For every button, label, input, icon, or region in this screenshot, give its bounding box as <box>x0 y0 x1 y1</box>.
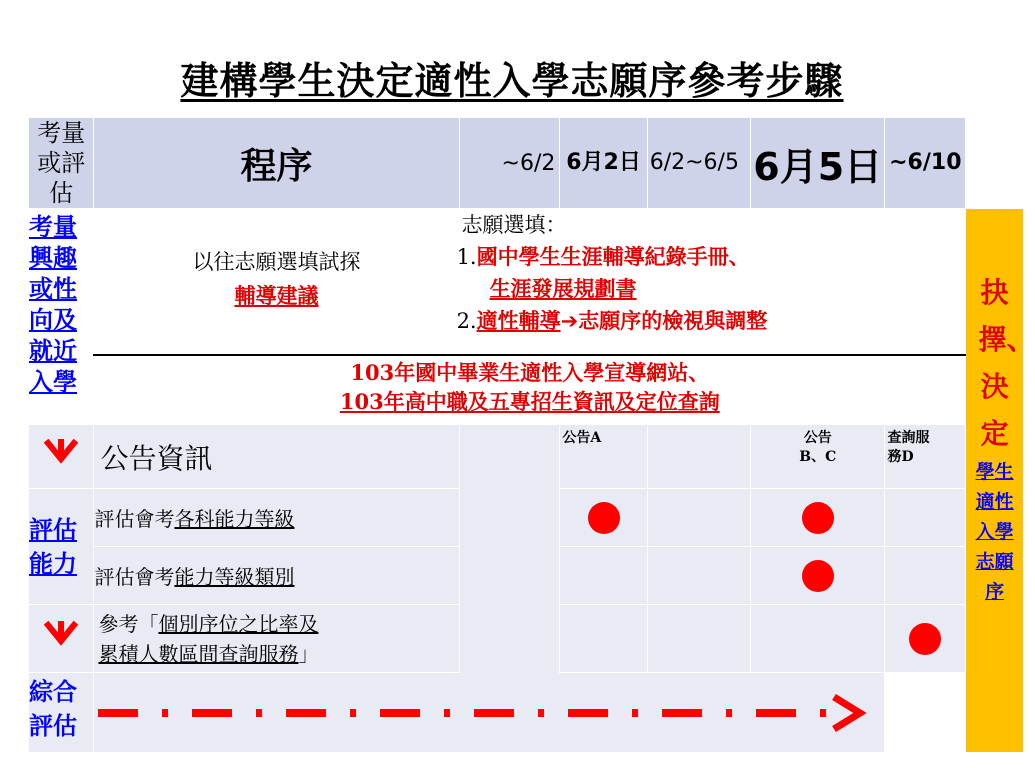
past-trial-cell <box>94 209 459 355</box>
header-6-2-to-6-5: 6/2~6/5 <box>647 118 750 209</box>
category-prefix: 評估會考 <box>94 565 175 589</box>
counseling-advice[interactable]: 輔導建議 <box>234 283 319 308</box>
category-dot-bc-cell <box>751 547 885 605</box>
fill-in-cell <box>456 209 966 355</box>
announce-bc-line2: B、C <box>799 449 837 465</box>
category-link[interactable]: 能力等級類別 <box>174 565 295 589</box>
level-row-label <box>94 489 459 547</box>
fill-heading: 志願選填： <box>461 213 567 237</box>
header-6-5: 6月5日 <box>751 118 885 209</box>
label-overall-assessment: 綜合評估 <box>29 673 94 753</box>
red-dot-marker <box>588 502 620 534</box>
down-arrow-icon <box>29 425 94 489</box>
consider-interest-link[interactable]: 考量興趣或性向及就近入學 <box>29 212 77 396</box>
ratio-dot-d-cell <box>885 605 966 673</box>
category-row-label <box>94 547 459 605</box>
steps-table <box>28 117 1035 753</box>
item2-rest: 志願序的檢視與調整 <box>578 308 768 333</box>
header-by-6-2: ~6/2 <box>459 118 560 209</box>
category-blank <box>647 547 750 605</box>
category-d-blank <box>885 547 966 605</box>
ratio-a-blank <box>560 605 647 673</box>
ratio-link2[interactable]: 累積人數區間查詢服務 <box>98 641 299 666</box>
level-prefix: 評估會考 <box>94 507 175 531</box>
label-assess-ability[interactable] <box>29 489 94 605</box>
item1-line1[interactable]: 國中學生生涯輔導紀錄手冊、 <box>476 244 750 269</box>
announce-d-line2: 務D <box>887 449 914 465</box>
level-dot-a-cell <box>560 489 647 547</box>
item1-num: 1. <box>456 245 477 269</box>
item1-line2[interactable]: 生涯發展規劃書 <box>489 276 637 301</box>
down-arrow-icon <box>29 605 94 673</box>
announce-bc-line1: 公告 <box>803 430 832 446</box>
level-dot-bc-cell <box>751 489 885 547</box>
ratio-prefix: 參考「 <box>98 611 159 636</box>
red-dot-marker <box>909 623 941 655</box>
ratio-bc-blank <box>751 605 885 673</box>
assess-ability-link[interactable]: 評估能力 <box>29 514 77 578</box>
dash-dot-arrow <box>94 693 884 733</box>
announce-a: 公告A <box>560 425 647 489</box>
announce-blank <box>647 425 750 489</box>
red-dot-marker <box>802 502 834 534</box>
level-d-blank <box>885 489 966 547</box>
header-procedure: 程序 <box>94 118 459 209</box>
header-6-2: 6月2日 <box>560 118 647 209</box>
page-title: 建構學生決定適性入學志願序參考步驟 <box>180 59 844 103</box>
red-dot-marker <box>802 560 834 592</box>
ratio-blank <box>647 605 750 673</box>
ratio-link1[interactable]: 個別序位之比率及 <box>158 611 319 636</box>
choose-decide: 抉擇、決定 <box>978 276 1035 450</box>
announce-d-line1: 查詢服 <box>887 430 930 446</box>
announce-d <box>885 425 966 489</box>
header-consider: 考量或評估 <box>29 118 94 209</box>
item2-num: 2. <box>456 309 477 333</box>
announce-label: 公告資訊 <box>94 425 459 489</box>
header-by-6-10: ~6/10 <box>885 118 966 209</box>
final-decision-cell <box>966 209 1035 753</box>
ratio-suffix: 」 <box>298 641 319 666</box>
past-trial-text: 以往志願選填試探 <box>192 250 361 274</box>
announce-bc <box>751 425 885 489</box>
right-arrow-icon: ➔ <box>560 309 579 333</box>
level-link[interactable]: 各科能力等級 <box>174 507 295 531</box>
website-line2[interactable]: 103年高中職及五專招生資訊及定位查詢 <box>339 388 720 414</box>
item2-link[interactable]: 適性輔導 <box>476 308 561 333</box>
website-line1[interactable]: 103年國中畢業生適性入學宣導網站、 <box>350 359 710 385</box>
overall-arrow-cell <box>94 673 885 753</box>
category-a-blank <box>560 547 647 605</box>
ratio-row-label <box>94 605 459 673</box>
website-cell[interactable] <box>94 355 966 425</box>
level-blank <box>647 489 750 547</box>
label-consider-interest[interactable] <box>29 209 94 425</box>
student-choice-link[interactable]: 學生適性入學志願序 <box>975 461 1014 603</box>
